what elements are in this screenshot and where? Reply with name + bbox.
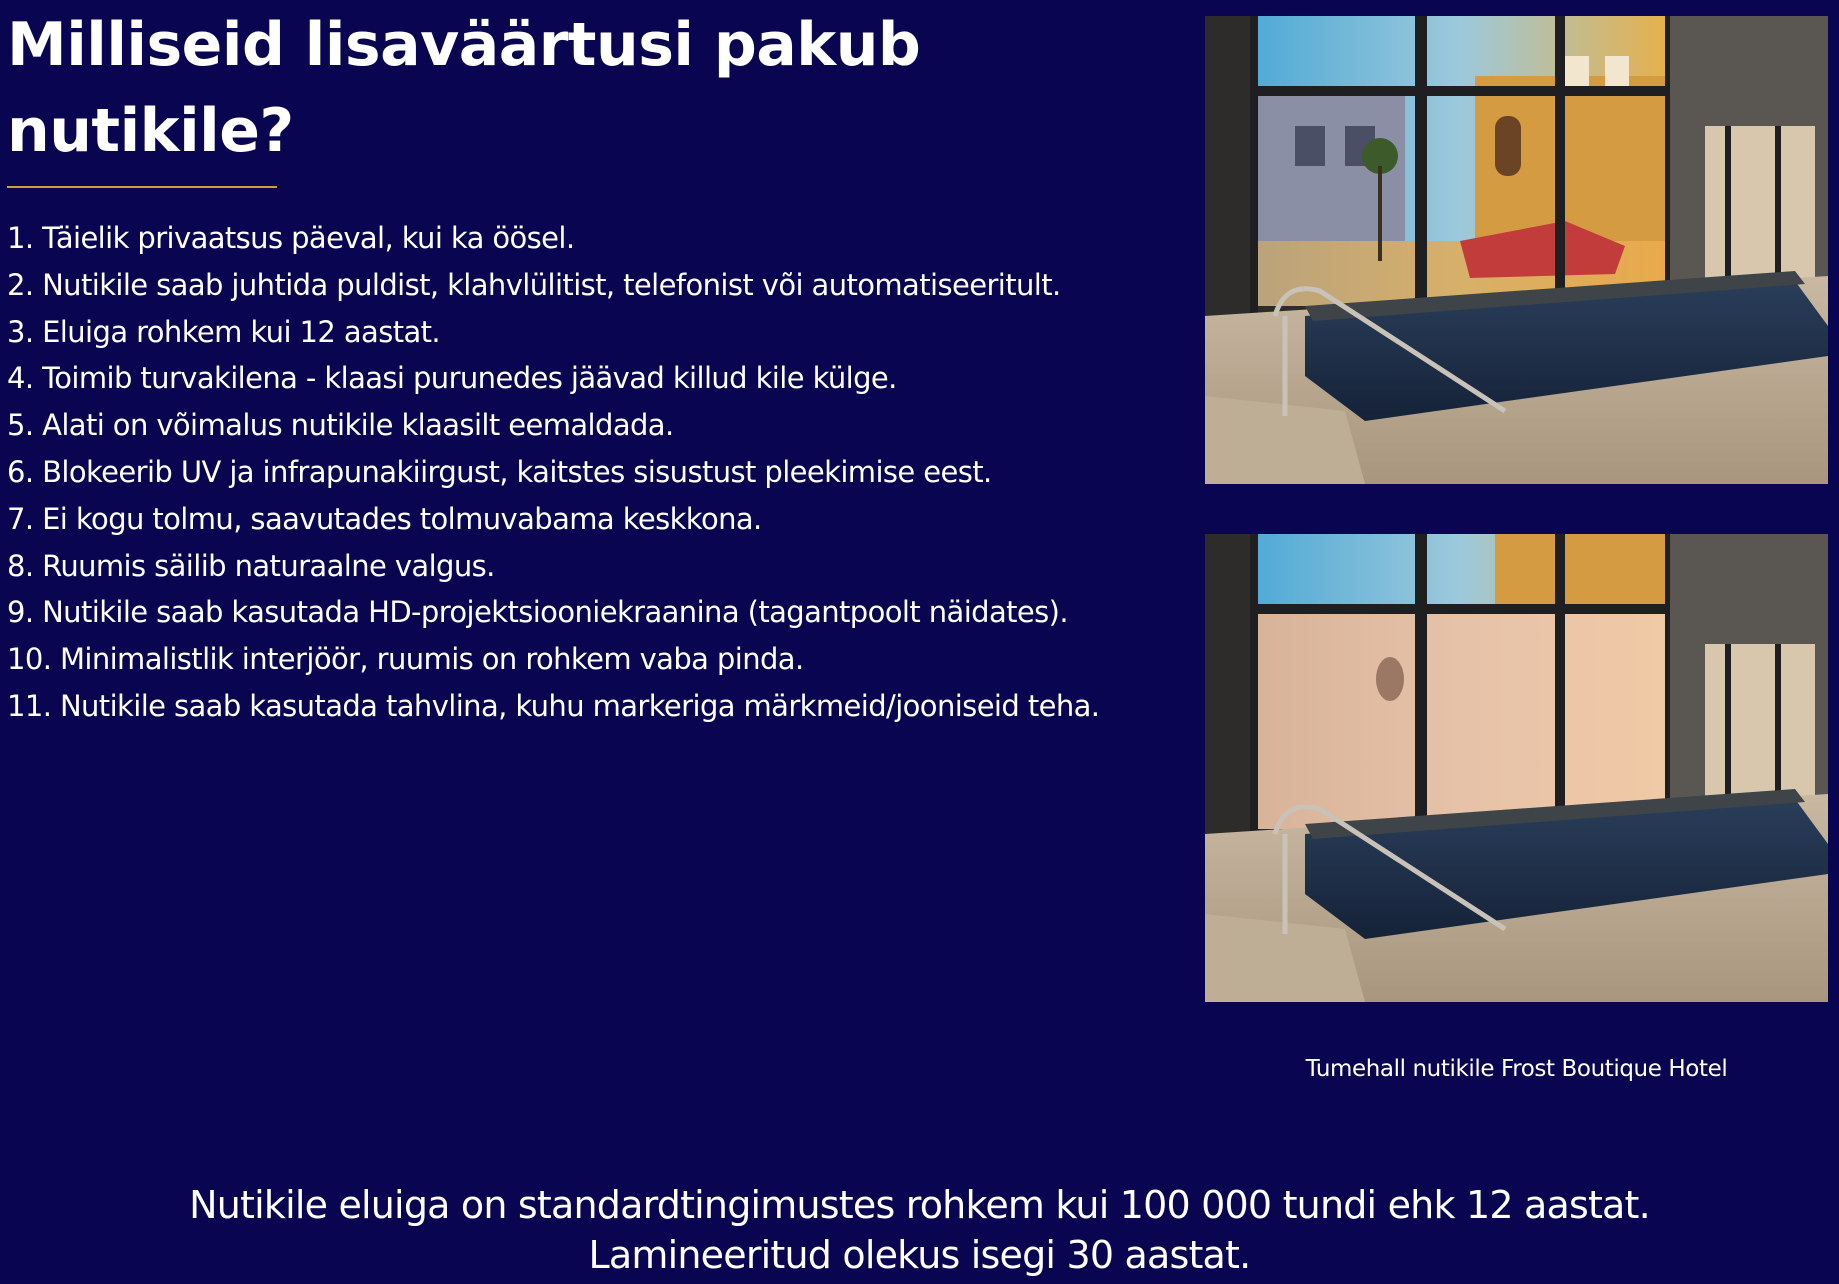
photo-caption: Tumehall nutikile Frost Boutique Hotel [1305, 1056, 1728, 1082]
section-heading [7, 2, 1087, 174]
lifespan-note [0, 1180, 1839, 1280]
benefit-item: 8. Ruumis säilib naturaalne valgus. [7, 548, 495, 583]
benefit-item: 6. Blokeerib UV ja infrapunakiirgust, kaitstes sisustust pleekimise eest. [7, 454, 992, 489]
heading-line-2: nutikile? [7, 96, 294, 166]
heading-divider [7, 186, 277, 188]
benefit-item: 3. Eluiga rohkem kui 12 aastat. [7, 314, 441, 349]
heading-line-1: Milliseid lisaväärtusi pakub [7, 10, 921, 80]
benefit-item: 2. Nutikile saab juhtida puldist, klahvlülitist, telefonist või automatiseeritult. [7, 267, 1061, 302]
photo-film-frosted [1205, 534, 1828, 1002]
lifespan-note-line-2: Lamineeritud olekus isegi 30 aastat. [588, 1233, 1251, 1277]
benefit-item: 5. Alati on võimalus nutikile klaasilt eemaldada. [7, 408, 674, 443]
benefit-item: 10. Minimalistlik interjöör, ruumis on rohkem vaba pinda. [7, 642, 804, 677]
photo-film-transparent [1205, 16, 1828, 484]
benefit-item: 7. Ei kogu tolmu, saavutades tolmuvabama keskkona. [7, 501, 762, 536]
lifespan-note-line-1: Nutikile eluiga on standardtingimustes rohkem kui 100 000 tundi ehk 12 aastat. [189, 1183, 1650, 1227]
benefit-item: 4. Toimib turvakilena - klaasi purunedes jäävad killud kile külge. [7, 361, 897, 396]
benefits-list [7, 215, 1107, 730]
benefit-item: 1. Täielik privaatsus päeval, kui ka öösel. [7, 221, 575, 255]
benefit-item: 11. Nutikile saab kasutada tahvlina, kuhu markeriga märkmeid/jooniseid teha. [7, 688, 1100, 723]
benefit-item: 9. Nutikile saab kasutada HD-projektsiooniekraanina (tagantpoolt näidates). [7, 595, 1068, 630]
